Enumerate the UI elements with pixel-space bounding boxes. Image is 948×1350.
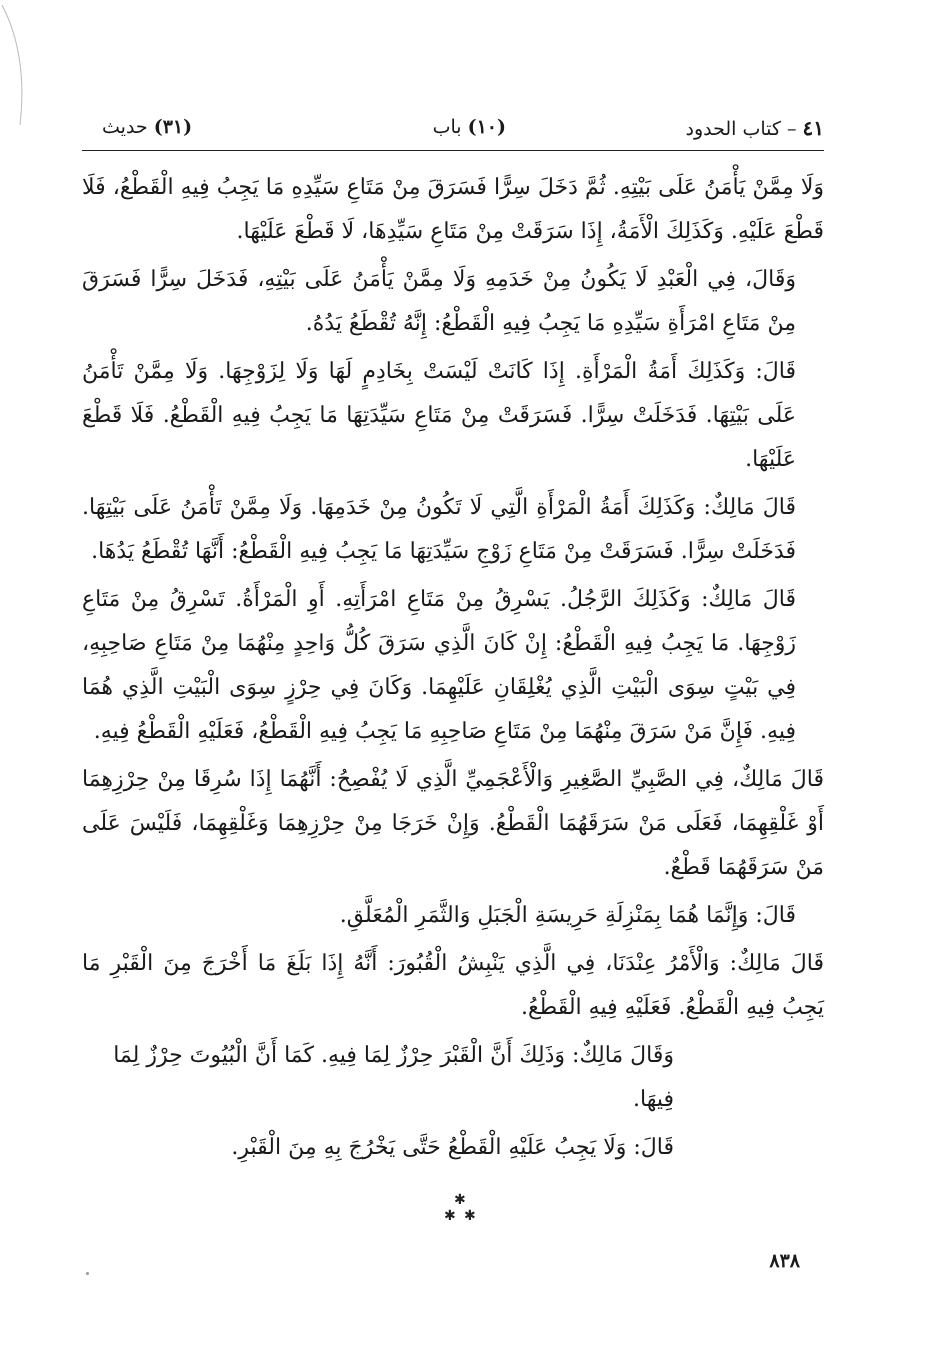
scan-speck xyxy=(86,1272,89,1275)
chapter-label: باب xyxy=(432,116,462,138)
header-rule xyxy=(82,150,824,151)
paragraph: قَالَ: وَكَذَلِكَ أَمَةُ الْمَرْأَةِ. إِذَا كَانَتْ لَيْسَتْ بِخَادِمٍ لَهَا وَلَا لِزَوْجِهَا. وَلَا مِمَّنْ تَأْمَنُ عَلَى بَيْتِهَا. فَدَخَلَتْ سِرًّا. فَسَرَقَتْ مِنْ مَتَاعِ سَيِّدَتِهَا مَا يَجِبُ فِيهِ الْقَطْعُ. فَلَا قَطْعَ عَلَيْهَا. xyxy=(82,359,796,472)
hadith-number: (٣١) xyxy=(153,116,193,138)
page-edge-curve xyxy=(0,0,40,130)
page-body xyxy=(82,166,824,1174)
hadith-label: حديث xyxy=(102,116,148,138)
paragraph: قَالَ مَالِكٌ: وَالْأَمْرُ عِنْدَنَا، فِي الَّذِي يَنْبِشُ الْقُبُورَ: أَنَّهُ إِذَا بَلَغَ مَا أَخْرَجَ مِنَ الْقَبْرِ مَا يَجِبُ فِيهِ الْقَطْعُ. فَعَلَيْهِ فِيهِ الْقَطْعُ. xyxy=(82,951,824,1020)
chapter-block xyxy=(433,116,506,138)
svg-text:✱: ✱ xyxy=(444,1208,456,1224)
paragraph: قَالَ: وَلَا يَجِبُ عَلَيْهِ الْقَطْعُ حَتَّى يَخْرُجَ بِهِ مِنَ الْقَبْرِ. xyxy=(231,1135,674,1160)
chapter-number: (١٠) xyxy=(467,116,506,138)
paragraph: قَالَ: وَإِنَّمَا هُمَا بِمَنْزِلَةِ حَرِيسَةِ الْجَبَلِ وَالثَّمَرِ الْمُعَلَّقِ. xyxy=(339,903,796,928)
paragraph: وَقَالَ مَالِكٌ: وَذَلِكَ أَنَّ الْقَبْرَ حِرْزٌ لِمَا فِيهِ. كَمَا أَنَّ الْبُيُوتَ حِرْزٌ لِمَا فِيهَا. xyxy=(113,1043,674,1112)
page-number: ٨٣٨ xyxy=(769,1250,800,1272)
svg-text:✱: ✱ xyxy=(464,1208,476,1224)
section-end-ornament xyxy=(440,1190,480,1226)
book-number: ٤١ xyxy=(802,116,824,140)
paragraph: وَقَالَ، فِي الْعَبْدِ لَا يَكُونُ مِنْ خَدَمِهِ وَلَا مِمَّنْ يَأْمَنُ عَلَى بَيْتِهِ، فَدَخَلَ سِرًّا فَسَرَقَ مِنْ مَتَاعِ امْرَأَةِ سَيِّدِهِ مَا يَجِبُ فِيهِ الْقَطْعُ: إِنَّهُ تُقْطَعُ يَدُهُ. xyxy=(82,267,796,336)
paragraph: قَالَ مَالِكٌ: وَكَذَلِكَ أَمَةُ الْمَرْأَةِ الَّتِي لَا تَكُونُ مِنْ خَدَمِهَا. وَلَا مِمَّنْ تَأْمَنُ عَلَى بَيْتِهَا. فَدَخَلَتْ سِرًّا. فَسَرَقَتْ مِنْ مَتَاعِ زَوْجِ سَيِّدَتِهَا مَا يَجِبُ فِيهِ الْقَطْعُ: أَنَّهَا تُقْطَعُ يَدُهَا. xyxy=(82,495,796,564)
paragraph: قَالَ مَالِكٌ، فِي الصَّبِيِّ الصَّغِيرِ وَالْأَعْجَمِيِّ الَّذِي لَا يُفْصِحُ: أَنَّهُمَا إِذَا سُرِقَا مِنْ حِرْزِهِمَا أَوْ غَلْقِهِمَا، فَعَلَى مَنْ سَرَقَهُمَا الْقَطْعُ. وَإِنْ خَرَجَا مِنْ حِرْزِهِمَا وَغَلْقِهِمَا، فَلَيْسَ عَلَى مَنْ سَرَقَهُمَا قَطْعٌ. xyxy=(82,767,824,880)
running-header xyxy=(82,116,824,152)
book-title-block xyxy=(685,116,824,140)
svg-text:✱: ✱ xyxy=(454,1192,466,1208)
hadith-block xyxy=(102,116,192,138)
book-title: – كتاب الحدود xyxy=(685,118,797,140)
paragraph: وَلَا مِمَّنْ يَأْمَنُ عَلَى بَيْتِهِ. ثُمَّ دَخَلَ سِرًّا فَسَرَقَ مِنْ مَتَاعِ سَيِّدِهِ مَا يَجِبُ فِيهِ الْقَطْعُ، فَلَا قَطْعَ عَلَيْهِ. وَكَذَلِكَ الْأَمَةُ، إِذَا سَرَقَتْ مِنْ مَتَاعِ سَيِّدِهَا، لَا قَطْعَ عَلَيْهَا. xyxy=(82,175,824,244)
paragraph: قَالَ مَالِكٌ: وَكَذَلِكَ الرَّجُلُ. يَسْرِقُ مِنْ مَتَاعِ امْرَأَتِهِ. أَوِ الْمَرْأَةُ. تَسْرِقُ مِنْ مَتَاعِ زَوْجِهَا. مَا يَجِبُ فِيهِ الْقَطْعُ: إِنْ كَانَ الَّذِي سَرَقَ كُلُّ وَاحِدٍ مِنْهُمَا مِنْ مَتَاعِ صَاحِبِهِ، فِي بَيْتٍ سِوَى الْبَيْتِ الَّذِي يُغْلِقَانِ عَلَيْهِمَا. وَكَانَ فِي حِرْزٍ سِوَى الْبَيْتِ الَّذِي هُمَا فِيهِ. فَإِنَّ مَنْ سَرَقَ مِنْهُمَا مِنْ مَتَاعِ صَاحِبِهِ مَا يَجِبُ فِيهِ الْقَطْعُ، فَعَلَيْهِ الْقَطْعُ فِيهِ. xyxy=(82,587,796,744)
